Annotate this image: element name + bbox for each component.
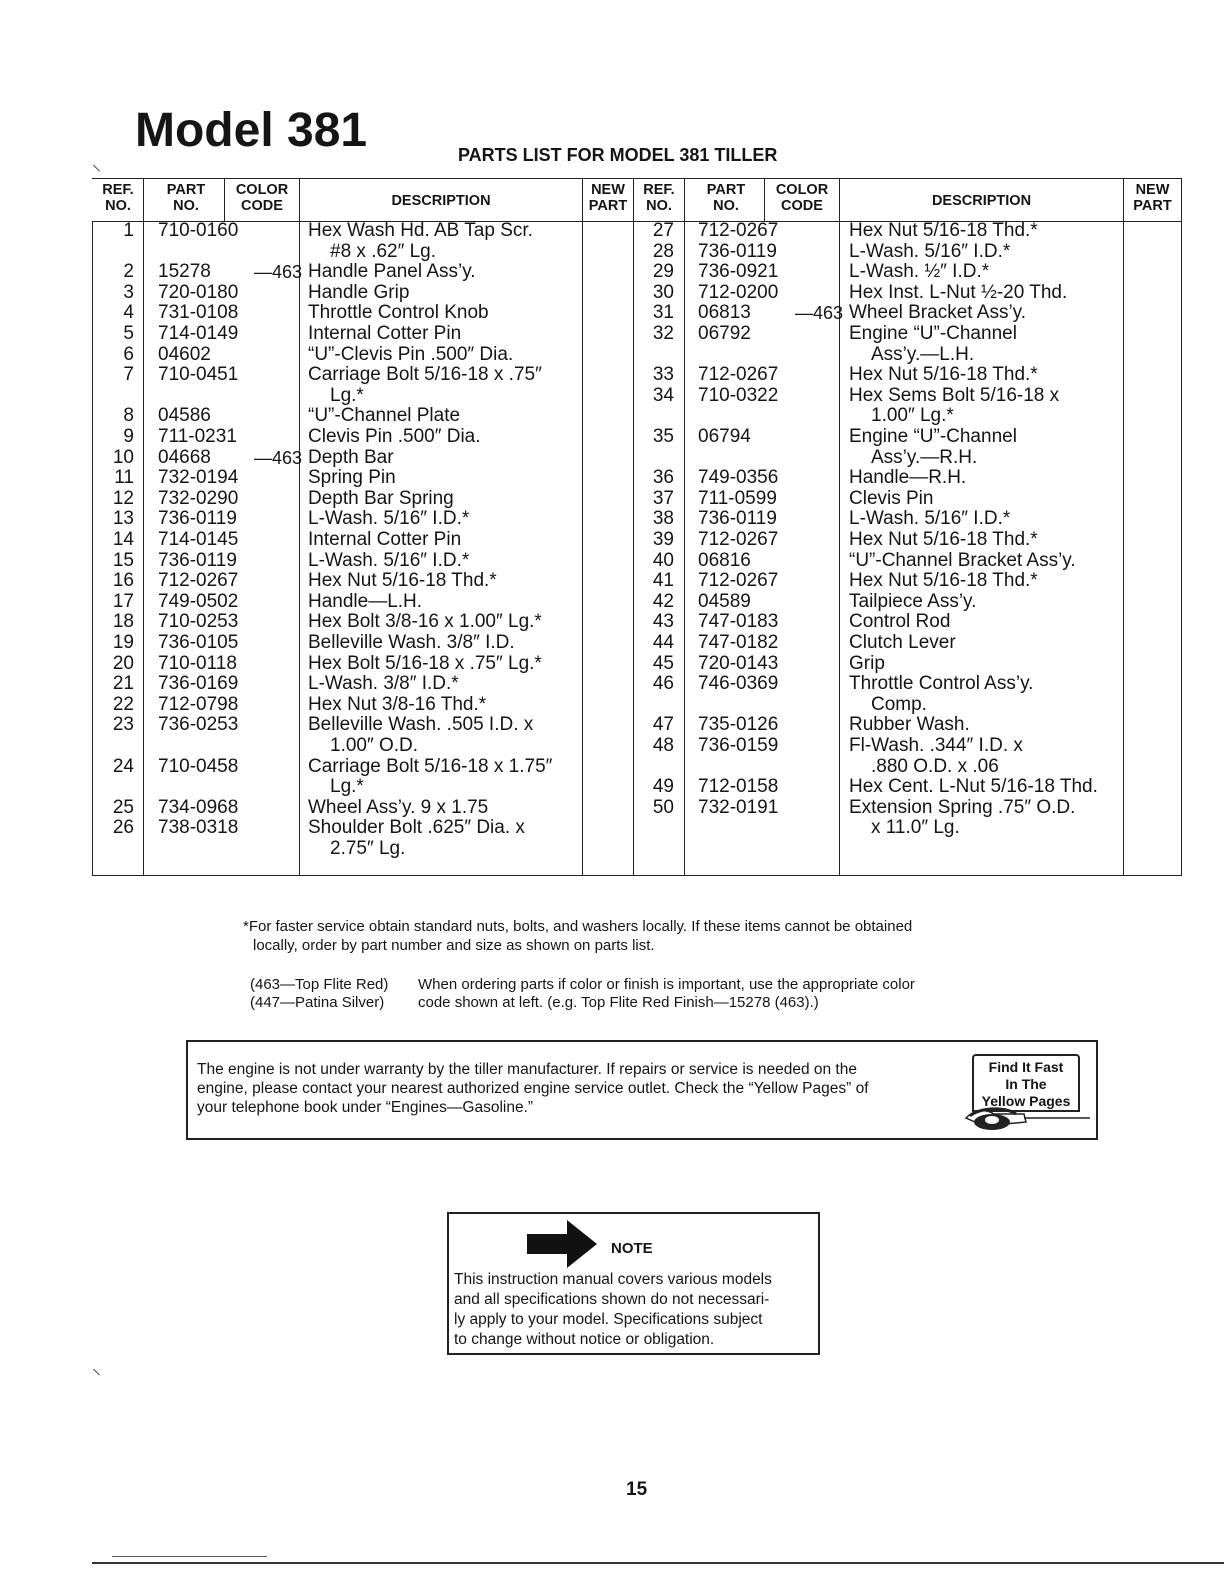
part-number: 04589 <box>698 590 751 612</box>
part-number: 15278 <box>158 261 211 283</box>
part-number: 04668 <box>158 446 211 468</box>
ref-number: 27 <box>652 220 674 241</box>
color-code-legend <box>250 976 915 1012</box>
color-code-463: (463—Top Flite Red) <box>250 976 389 993</box>
ref-number: 23 <box>112 714 134 736</box>
part-description: .880 O.D. x .06 <box>871 755 999 777</box>
header-color-code: COLOR CODE <box>775 182 829 214</box>
part-description: “U”-Clevis Pin .500″ Dia. <box>308 343 514 365</box>
ref-number: 28 <box>652 240 674 262</box>
part-number: 710-0451 <box>158 364 239 386</box>
part-description: Grip <box>849 652 885 674</box>
part-description: Hex Nut 3/8-16 Thd.* <box>308 693 487 715</box>
part-number: 714-0145 <box>158 529 239 550</box>
part-description: Ass’y.—R.H. <box>871 446 978 468</box>
part-description: Internal Cotter Pin <box>308 323 462 344</box>
arrow-right-icon <box>527 1218 607 1270</box>
ref-number: 21 <box>112 673 134 695</box>
part-description: L-Wash. 3/8″ I.D.* <box>308 673 459 695</box>
ref-number: 36 <box>652 467 674 489</box>
note-box <box>447 1212 820 1355</box>
header-description: DESCRIPTION <box>931 193 1032 209</box>
part-number: 712-0267 <box>698 364 779 386</box>
part-description: Clutch Lever <box>849 632 956 653</box>
part-number: 04586 <box>158 405 211 427</box>
part-description: Hex Nut 5/16-18 Thd.* <box>308 570 497 592</box>
ref-number: 38 <box>652 508 674 530</box>
part-description: Belleville Wash. .505 I.D. x <box>308 714 534 736</box>
part-description: Throttle Control Knob <box>308 302 489 324</box>
ref-number: 5 <box>123 323 134 344</box>
ref-number: 48 <box>652 735 674 756</box>
part-number: 720-0143 <box>698 652 779 674</box>
page-number: 15 <box>626 1479 648 1500</box>
part-description: Hex Bolt 5/16-18 x .75″ Lg.* <box>308 652 542 674</box>
part-description: Belleville Wash. 3/8″ I.D. <box>308 632 515 653</box>
part-description: Hex Inst. L-Nut ½-20 Thd. <box>849 281 1068 303</box>
ref-number: 35 <box>652 426 674 447</box>
ref-number: 11 <box>114 467 134 489</box>
header-ref-no: REF. NO. <box>102 182 134 214</box>
ref-number: 31 <box>652 302 674 324</box>
part-description: Hex Sems Bolt 5/16-18 x <box>849 384 1060 406</box>
ref-number: 17 <box>112 590 134 612</box>
divider <box>92 1562 1224 1564</box>
ref-number: 12 <box>112 487 134 509</box>
part-number: 736-0921 <box>698 261 779 283</box>
part-number: 735-0126 <box>698 714 779 736</box>
warranty-line: The engine is not under warranty by the tiller manufacturer. If repairs or service is needed on the <box>197 1061 857 1078</box>
part-number: 710-0322 <box>698 384 779 406</box>
part-description: Engine “U”-Channel <box>849 323 1017 344</box>
part-number: 712-0798 <box>158 693 239 715</box>
ref-number: 16 <box>112 570 134 592</box>
note-line: to change without notice or obligation. <box>454 1331 715 1348</box>
part-description: L-Wash. 5/16″ I.D.* <box>849 240 1011 262</box>
color-code: —463 <box>795 303 844 324</box>
part-description: Tailpiece Ass’y. <box>849 590 977 612</box>
ref-number: 46 <box>652 673 674 695</box>
part-description: Handle Grip <box>308 281 410 303</box>
part-description: Throttle Control Ass’y. <box>849 673 1034 695</box>
part-number: 749-0356 <box>698 467 779 489</box>
ref-number: 37 <box>652 487 674 509</box>
part-number: 749-0502 <box>158 590 239 612</box>
divider <box>112 1556 267 1557</box>
part-description: 1.00″ O.D. <box>330 735 419 756</box>
part-description: Clevis Pin .500″ Dia. <box>308 426 481 447</box>
ref-number: 8 <box>123 405 134 427</box>
part-description: 2.75″ Lg. <box>330 838 406 859</box>
part-number: 732-0191 <box>698 796 779 818</box>
ref-number: 3 <box>123 281 134 303</box>
ref-number: 42 <box>652 590 674 612</box>
ref-number: 14 <box>112 529 134 550</box>
part-description: Spring Pin <box>308 467 396 489</box>
part-number: 732-0194 <box>158 467 239 489</box>
part-description: Hex Nut 5/16-18 Thd.* <box>849 529 1038 550</box>
model-title: Model 381 <box>135 104 368 157</box>
note-line: This instruction manual covers various models <box>454 1271 772 1288</box>
part-description: Control Rod <box>849 611 951 633</box>
color-code-447: (447—Patina Silver) <box>250 994 385 1011</box>
engine-warranty-notice <box>186 1040 1098 1140</box>
part-number: 736-0169 <box>158 673 239 695</box>
scan-mark-icon: ⸜ <box>92 1358 101 1378</box>
part-number: 712-0267 <box>698 529 779 550</box>
part-number: 712-0158 <box>698 776 779 798</box>
footnote-line: locally, order by part number and size as shown on parts list. <box>253 937 655 954</box>
part-number: 06816 <box>698 549 751 571</box>
header-description: DESCRIPTION <box>391 193 491 209</box>
part-description: Hex Bolt 3/8-16 x 1.00″ Lg.* <box>308 611 542 633</box>
part-description: Depth Bar Spring <box>308 487 454 509</box>
ref-number: 6 <box>123 343 134 365</box>
ref-number: 45 <box>652 652 674 674</box>
ref-number: 40 <box>652 549 674 571</box>
part-number: 736-0119 <box>158 508 237 530</box>
header-color-code: COLOR CODE <box>235 182 289 214</box>
color-instruction: When ordering parts if color or finish is important, use the appropriate color <box>418 976 915 993</box>
part-number: 04602 <box>158 343 211 365</box>
part-number: 736-0105 <box>158 632 239 653</box>
telephone-icon <box>964 1096 1092 1134</box>
ref-number: 10 <box>112 446 134 468</box>
ref-number: 25 <box>112 796 134 818</box>
part-number: 720-0180 <box>158 281 239 303</box>
badge-line: Find It Fast <box>988 1059 1064 1075</box>
ref-number: 34 <box>652 384 674 406</box>
ref-number: 49 <box>652 776 674 798</box>
color-instruction: code shown at left. (e.g. Top Flite Red Finish—15278 (463).) <box>418 994 819 1011</box>
part-number: 712-0267 <box>158 570 239 592</box>
part-number: 731-0108 <box>158 302 239 324</box>
ref-number: 43 <box>652 611 674 633</box>
part-description: L-Wash. 5/16″ I.D.* <box>849 508 1011 530</box>
part-number: 732-0290 <box>158 487 239 509</box>
part-description: Wheel Ass’y. 9 x 1.75 <box>308 796 489 818</box>
ref-number: 9 <box>123 426 134 447</box>
part-description: Clevis Pin <box>849 487 934 509</box>
ref-number: 1 <box>123 220 134 241</box>
part-number: 712-0267 <box>698 220 779 241</box>
part-number: 710-0118 <box>158 652 237 674</box>
part-description: L-Wash. 5/16″ I.D.* <box>308 508 470 530</box>
part-number: 734-0968 <box>158 796 239 818</box>
part-number: 736-0253 <box>158 714 239 736</box>
note-title: NOTE <box>611 1240 653 1257</box>
part-description: Hex Nut 5/16-18 Thd.* <box>849 364 1038 386</box>
part-number: 712-0267 <box>698 570 779 592</box>
ref-number: 24 <box>112 755 134 777</box>
part-description: Carriage Bolt 5/16-18 x 1.75″ <box>308 755 553 777</box>
part-description: Hex Nut 5/16-18 Thd.* <box>849 570 1038 592</box>
part-description: L-Wash. 5/16″ I.D.* <box>308 549 470 571</box>
part-description: Engine “U”-Channel <box>849 426 1017 447</box>
part-number: 06794 <box>698 426 751 447</box>
part-description: L-Wash. ½″ I.D.* <box>849 261 990 283</box>
ref-number: 44 <box>652 632 674 653</box>
yellow-pages-badge <box>964 1046 1092 1120</box>
ref-number: 20 <box>112 652 134 674</box>
ref-number: 32 <box>652 323 674 344</box>
part-number: 746-0369 <box>698 673 779 695</box>
ref-number: 13 <box>112 508 134 530</box>
ref-number: 22 <box>112 693 134 715</box>
color-code: —463 <box>254 262 303 283</box>
note-text <box>454 1270 816 1350</box>
part-number: 710-0160 <box>158 220 239 241</box>
part-description: Rubber Wash. <box>849 714 970 736</box>
part-description: Lg.* <box>330 384 364 406</box>
part-description: Lg.* <box>330 776 364 798</box>
footnote-line: *For faster service obtain standard nuts, bolts, and washers locally. If these items cannot be obtained <box>243 918 913 935</box>
badge-line: Yellow Pages <box>981 1093 1071 1109</box>
part-description: Comp. <box>871 693 927 715</box>
parts-list-heading: PARTS LIST FOR MODEL 381 TILLER <box>458 145 778 165</box>
part-description: Hex Nut 5/16-18 Thd.* <box>849 220 1038 241</box>
part-number: 06813 <box>698 302 751 324</box>
header-new-part: NEW PART <box>1133 182 1172 214</box>
part-description: Internal Cotter Pin <box>308 529 462 550</box>
part-number: 738-0318 <box>158 817 239 839</box>
ref-number: 47 <box>652 714 674 736</box>
note-line: and all specifications shown do not necessari- <box>454 1291 770 1308</box>
part-description: 1.00″ Lg.* <box>871 405 954 427</box>
part-number: 710-0253 <box>158 611 239 633</box>
part-description: Ass’y.—L.H. <box>871 343 975 365</box>
parts-table <box>92 178 1182 876</box>
part-number: 736-0119 <box>698 508 777 530</box>
warranty-line: engine, please contact your nearest authorized engine service outlet. Check the “Yellow Pages” of <box>197 1080 869 1097</box>
ref-number: 15 <box>112 549 134 571</box>
part-description: “U”-Channel Bracket Ass’y. <box>849 549 1076 571</box>
ref-number: 39 <box>652 529 674 550</box>
ref-number: 18 <box>112 611 134 633</box>
part-number: 747-0182 <box>698 632 779 653</box>
part-number: 747-0183 <box>698 611 779 633</box>
standard-hardware-footnote <box>243 917 1063 955</box>
part-description: Fl-Wash. .344″ I.D. x <box>849 735 1023 756</box>
part-number: 06792 <box>698 323 751 344</box>
part-number: 736-0119 <box>698 240 777 262</box>
part-description: Extension Spring .75″ O.D. <box>849 796 1076 818</box>
part-number: 714-0149 <box>158 323 239 344</box>
header-ref-no: REF. NO. <box>643 182 675 214</box>
part-description: Handle Panel Ass’y. <box>308 261 476 283</box>
ref-number: 29 <box>652 261 674 283</box>
warranty-text <box>197 1060 965 1117</box>
note-line: ly apply to your model. Specifications subject <box>454 1311 763 1328</box>
ref-number: 2 <box>123 261 134 283</box>
header-part-no: PART NO. <box>706 182 746 214</box>
ref-number: 30 <box>652 281 674 303</box>
part-number: 711-0231 <box>158 426 237 447</box>
scan-mark-icon: ⸜ <box>92 154 101 174</box>
badge-line: In The <box>1005 1076 1047 1092</box>
part-number: 736-0119 <box>158 549 237 571</box>
part-description: “U”-Channel Plate <box>308 405 461 427</box>
part-description: Handle—R.H. <box>849 467 967 489</box>
part-description: #8 x .62″ Lg. <box>330 240 437 262</box>
ref-number: 19 <box>112 632 134 653</box>
part-description: x 11.0″ Lg. <box>871 817 960 839</box>
part-description: Shoulder Bolt .625″ Dia. x <box>308 817 525 839</box>
part-description: Wheel Bracket Ass’y. <box>849 302 1027 324</box>
warranty-line: your telephone book under “Engines—Gasoline.” <box>197 1099 534 1116</box>
ref-number: 4 <box>123 302 134 324</box>
ref-number: 26 <box>112 817 134 839</box>
ref-number: 50 <box>652 796 674 818</box>
part-number: 710-0458 <box>158 755 239 777</box>
ref-number: 7 <box>123 364 134 386</box>
header-new-part: NEW PART <box>588 182 628 214</box>
part-description: Hex Wash Hd. AB Tap Scr. <box>308 220 533 241</box>
part-number: 712-0200 <box>698 281 779 303</box>
ref-number: 33 <box>652 364 674 386</box>
part-description: Hex Cent. L-Nut 5/16-18 Thd. <box>849 776 1098 798</box>
part-number: 711-0599 <box>698 487 777 509</box>
part-description: Handle—L.H. <box>308 590 423 612</box>
part-number: 736-0159 <box>698 735 779 756</box>
header-part-no: PART NO. <box>166 182 206 214</box>
color-code: —463 <box>254 447 303 468</box>
part-description: Carriage Bolt 5/16-18 x .75″ <box>308 364 542 386</box>
part-description: Depth Bar <box>308 446 394 468</box>
ref-number: 41 <box>652 570 674 592</box>
